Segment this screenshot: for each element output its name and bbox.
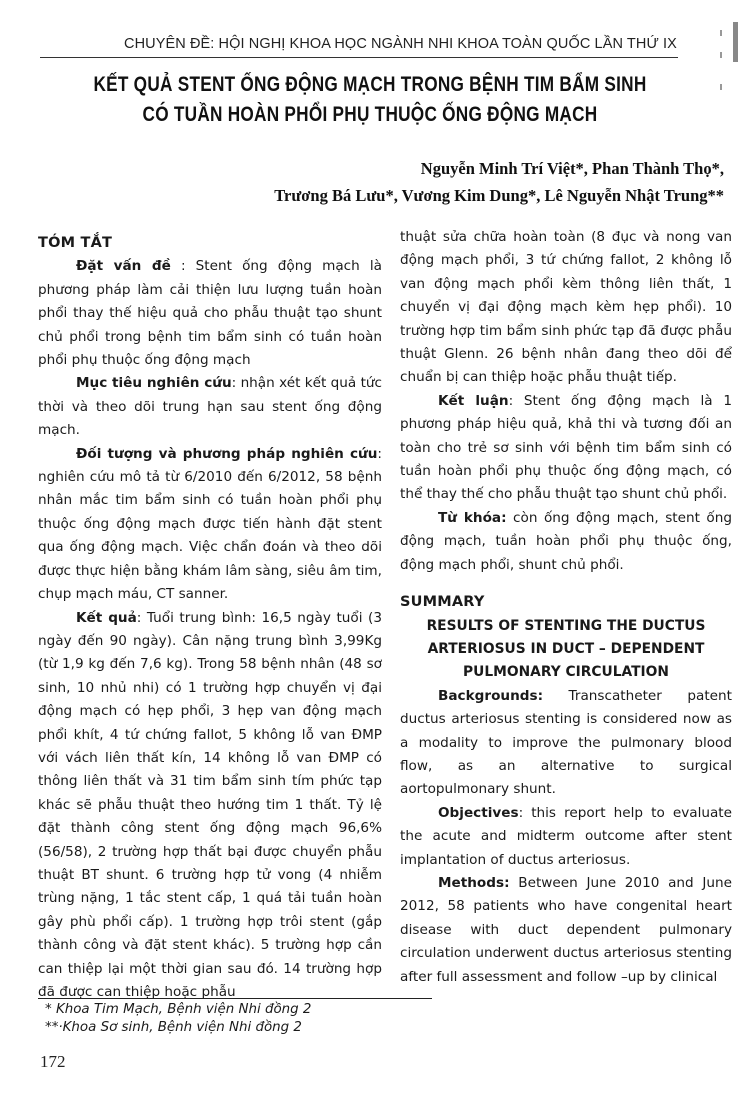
- running-header: CHUYÊN ĐỀ: HỘI NGHỊ KHOA HỌC NGÀNH NHI KHOA TOÀN QUỐC LẦN THỨ IX: [124, 36, 677, 52]
- label-methods: Đối tượng và phương pháp nghiên cứu: [76, 445, 378, 462]
- summary-title-line: ARTERIOSUS IN DUCT – DEPENDENT: [427, 640, 705, 657]
- spacer: [400, 577, 732, 591]
- text-methods-en: Between June 2010 and June 2012, 58 patients who have congenital heart disease with duct dependent pulmonary circulation underwent ductus arteriosus stenting after full assessment and follow –up by clinical: [400, 874, 732, 985]
- author-line: Nguyễn Minh Trí Việt*, Phan Thành Thọ*,: [420, 159, 724, 178]
- paragraph-results: [38, 607, 382, 1005]
- paragraph-conclusion: [400, 390, 732, 507]
- page-number: 172: [40, 1052, 66, 1071]
- scan-speck: [720, 84, 722, 90]
- footnote-rule: [38, 998, 432, 999]
- paragraph-methods: [38, 443, 382, 607]
- footnote-affiliation-2: **·Khoa Sơ sinh, Bệnh viện Nhi đồng 2: [45, 1019, 302, 1035]
- paragraph-objectives-en: [400, 802, 732, 872]
- summary-title-line: RESULTS OF STENTING THE DUCTUS: [426, 617, 706, 634]
- scan-speck: [720, 30, 722, 36]
- paragraph-results-continued: thuật sửa chữa hoàn toàn (8 đục và nong van động mạch phổi, 3 tứ chứng fallot, 2 không lỗ van động mạch phổi kèm thông liên thất, 1 chuyển vị đại động mạch kèm hẹp phổi). 10 trường hợp tim bẩm sinh phức tạp đã được phẫu thuật Glenn. 26 bệnh nhân đang theo dõi để chuẩn bị can thiệp hoặc phẫu thuật tiếp.: [400, 229, 732, 386]
- paragraph-keywords: [400, 507, 732, 577]
- text-methods: : nghiên cứu mô tả từ 6/2010 đến 6/2012, 58 bệnh nhân mắc tim bẩm sinh có tuần hoàn phổi phụ thuộc ống động mạch được tiến hành đặt stent qua ống động mạch. Việc chẩn đoán và theo dõi được thực hiện bằng khám lâm sàng, siêu âm tim, chụp mạch máu, CT sanner.: [38, 445, 382, 603]
- title-line: KẾT QUẢ STENT ỐNG ĐỘNG MẠCH TRONG BỆNH TIM BẨM SINH: [93, 73, 647, 96]
- scan-edge-mark: [733, 22, 738, 62]
- text-conclusion: : Stent ống động mạch là 1 phương pháp hiệu quả, khả thi và tương đối an toàn cho trẻ sơ sinh với bệnh tim bẩm sinh có tuần hoàn phổi phụ thuộc ống động mạch, có thể thay thế cho phẫu thuật tạo shunt chủ phổi.: [400, 392, 732, 503]
- label-objectives-en: Objectives: [438, 804, 519, 821]
- summary-title-line: PULMONARY CIRCULATION: [463, 664, 669, 681]
- paper-title: [67, 70, 674, 130]
- paragraph-background: [38, 255, 382, 372]
- author-line: Trương Bá Lưu*, Vương Kim Dung*, Lê Nguyễn Nhật Trung**: [274, 186, 724, 205]
- label-methods-en: Methods:: [438, 874, 510, 891]
- text-objectives-en: : this report help to evaluate the acute and midterm outcome after stent implantation of ductus arteriosus.: [400, 804, 732, 868]
- label-keywords: Từ khóa:: [438, 509, 507, 526]
- summary-title: [400, 615, 732, 685]
- label-background: Đặt vấn đề: [76, 258, 171, 275]
- section-heading-summary: SUMMARY: [400, 594, 485, 611]
- paragraph-objective: [38, 372, 382, 442]
- right-column: [400, 226, 732, 989]
- label-results: Kết quả: [76, 609, 137, 626]
- text-keywords: còn ống động mạch, stent ống động mạch, tuần hoàn phổi phụ thuộc ống, động mạch phổi, shunt chủ phổi.: [400, 509, 732, 573]
- text-backgrounds-en: Transcatheter patent ductus arteriosus stenting is considered now as a modality to improve the pulmonary blood flow, as an alternative to surgical aortopulmonary shunt.: [400, 687, 732, 798]
- section-heading-tom-tat: TÓM TẮT: [38, 235, 113, 251]
- scan-speck: [720, 52, 722, 58]
- text-background: : Stent ống động mạch là phương pháp làm cải thiện lưu lượng tuần hoàn phổi thay thế hiệu quả cho phẫu thuật tạo shunt chủ phổi trong bệnh tim bẩm sinh có tuần hoàn phổi phụ thuộc ống động mạch: [38, 258, 382, 369]
- label-backgrounds-en: Backgrounds:: [438, 687, 544, 704]
- left-column: [38, 232, 382, 1004]
- label-conclusion: Kết luận: [438, 392, 509, 409]
- author-list: [274, 155, 724, 209]
- paragraph-methods-en: [400, 872, 732, 989]
- header-rule: [40, 57, 678, 58]
- footnote-affiliation-1: * Khoa Tim Mạch, Bệnh viện Nhi đồng 2: [45, 1002, 312, 1017]
- label-objective: Mục tiêu nghiên cứu: [76, 375, 232, 392]
- text-objective: : nhận xét kết quả tức thời và theo dõi trung hạn sau stent ống động mạch.: [38, 375, 382, 439]
- title-line: CÓ TUẦN HOÀN PHỔI PHỤ THUỘC ỐNG ĐỘNG MẠCH: [142, 103, 598, 126]
- footnotes: [45, 1001, 311, 1036]
- paragraph-backgrounds-en: [400, 685, 732, 802]
- text-results: : Tuổi trung bình: 16,5 ngày tuổi (3 ngày đến 90 ngày). Cân nặng trung bình 3,99Kg (từ 1,9 kg đến 7,6 kg). Trong 58 bệnh nhân (48 sơ sinh, 10 nhủ nhi) có 1 trường hợp chuyển vị đại động mạch có hẹp phổi, 3 hẹp van động mạch phổi khít, 4 tứ chứng fallot, 5 không lỗ van ĐMP với vách liên thất kín, 14 không lỗ van ĐMP có thông liên thất và 31 tim bẩm sinh tím phức tạp khác sẽ phẫu thuật theo hướng tim 1 thất. Tỷ lệ đặt thành công stent ống động mạch 96,6% (56/58), 2 trường hợp thất bại được chuyển phẫu thuật BT shunt. 6 trường hợp tử vong (4 nhiễm trùng nặng, 1 tắc stent cấp, 1 quá tải tuần hoàn gây phù phổi cấp). 1 trường hợp trôi stent (gắp thành công và đặt stent khác). 5 trường hợp cần can thiệp lại một thời gian sau đó. 14 trường hợp đã được can thiệp hoặc phẫu: [38, 609, 382, 1000]
